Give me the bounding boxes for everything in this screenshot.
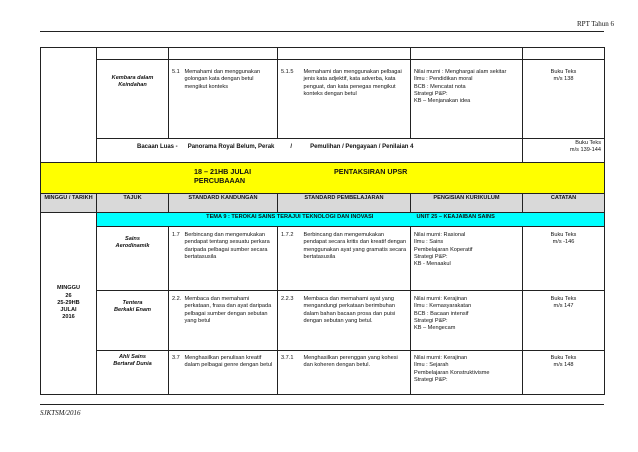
lesson-row-tentera-berkaki-enam <box>41 291 605 351</box>
sp-text: Memahami dan menggunakan pelbagai jenis kata adjektif, kata adverba, kata penguat, dan kata penegas mengikut konteks dengan betul <box>301 60 411 139</box>
catatan-cell: Buku Teks m/s -146 <box>523 227 605 291</box>
kd-text: Memahami dan menggunakan golongan kata dengan betul mengikut konteks <box>182 60 278 139</box>
bacaan-title: Panorama Royal Belum, Perak <box>187 144 275 150</box>
theme-cell <box>97 213 605 227</box>
kd-text: Menghasilkan penulisan kreatif dalam pelbagai genre dengan betul <box>182 351 278 395</box>
catatan-cell: Buku Teks m/s 148 <box>523 351 605 395</box>
header-minggu: MINGGU / TARIKH <box>41 194 97 213</box>
exam-title: PENTAKSIRAN UPSR <box>334 167 408 176</box>
sp-code: 3.7.1 <box>278 351 301 395</box>
lesson-row-sains-aerodinamik <box>41 227 605 291</box>
bacaan-luas-cell <box>97 139 523 163</box>
bacaan-luas-row <box>41 139 605 163</box>
lesson-plan-table <box>40 47 605 395</box>
header-catatan: CATATAN <box>523 194 605 213</box>
blank-strip-row <box>41 48 605 60</box>
sp-text: Berbincang dan mengemukakan pendapat secara kritis dan kreatif dengan menggunakan ayat yang gramatis secara bertatasusila <box>301 227 411 291</box>
exam-dates: 18 – 21HB JULAI <box>194 167 252 176</box>
theme-title: TEMA 9 : TEROKAI SAINS TERAJUI TEKNOLOGI DAN INOVASI <box>206 214 374 220</box>
header-standard-kandungan: STANDARD KANDUNGAN <box>169 194 278 213</box>
tajuk-cell: Sains Aerodinamik <box>97 227 169 291</box>
previous-week-cell <box>41 48 97 163</box>
sp-code: 5.1.5 <box>278 60 301 139</box>
kd-text: Membaca dan memahami perkataan, frasa dan ayat daripada pelbagai sumber dengan sebutan yang betul <box>182 291 278 351</box>
document-header: RPT Tahun 6 <box>577 20 614 28</box>
header-standard-pembelajaran: STANDARD PEMBELAJARAN <box>278 194 411 213</box>
kd-text: Berbincang dan mengemukakan pendapat tentang sesuatu perkara daripada pelbagai sumber secara bertatasusila <box>182 227 278 291</box>
kd-code: 3.7 <box>169 351 182 395</box>
sp-code: 2.2.3 <box>278 291 301 351</box>
header-tajuk: TAJUK <box>97 194 169 213</box>
pengisian-kurikulum-cell: Nilai murni: Kerajinan Ilmu : Kemasyarakatan BCB : Bacaan intensif Strategi P&P: KB – Mengecam <box>411 291 523 351</box>
theme-unit: UNIT 25 – KEAJAIBAN SAINS <box>416 214 495 220</box>
kd-code: 2.2. <box>169 291 182 351</box>
header-rule <box>40 31 604 32</box>
footer-rule <box>40 404 604 405</box>
catatan-cell: Buku Teks m/s 147 <box>523 291 605 351</box>
kd-code: 1.7 <box>169 227 182 291</box>
lesson-row-ahli-sains <box>41 351 605 395</box>
document-footer: SJKTSM/2016 <box>40 409 81 417</box>
bacaan-slash: / <box>290 144 293 150</box>
bacaan-catatan-cell: Buku Teks m/s 139-144 <box>523 139 605 163</box>
exam-subtitle: PERCUBAAAN <box>194 176 246 185</box>
exam-week-cell <box>41 163 605 194</box>
theme-row <box>41 213 605 227</box>
pengisian-kurikulum-cell: Nilai murni : Menghargai alam sekitar Ilmu : Pendidikan moral BCB : Mencatat nota Strategi P&P: KB – Menjanakan idea <box>411 60 523 139</box>
pengisian-kurikulum-cell: Nilai murni: Kerajinan Ilmu : Sejarah Pembelajaran Konstruktivisme Strategi P&P: <box>411 351 523 395</box>
catatan-cell: Buku Teks m/s 138 <box>523 60 605 139</box>
sp-text: Menghasilkan perenggan yang kohesi dan koheren dengan betul. <box>301 351 411 395</box>
week-cell: MINGGU 26 25-29HB JULAI 2016 <box>41 213 97 395</box>
sp-text: Membaca dan memahami ayat yang mengandungi perkataan berimbuhan dalam bahan bacaan prosa dan puisi dengan sebutan yang betul. <box>301 291 411 351</box>
bacaan-steps: Pemulihan / Pengayaan / Penilaian 4 <box>310 144 414 150</box>
tajuk-cell: Kembara dalam Keindahan <box>97 60 169 139</box>
sp-code: 1.7.2 <box>278 227 301 291</box>
pengisian-kurikulum-cell: Nilai murni: Rasional Ilmu : Sains Pembelajaran Koperatif Strategi P&P: KB - Menaakul <box>411 227 523 291</box>
column-header-row <box>41 194 605 213</box>
tajuk-cell: Ahli Sains Bertaraf Dunia <box>97 351 169 395</box>
lesson-row-kembara <box>41 60 605 139</box>
bacaan-label: Bacaan Luas - <box>137 144 178 150</box>
tajuk-cell: Tentera Berkaki Enam <box>97 291 169 351</box>
exam-week-row <box>41 163 605 194</box>
header-pengisian-kurikulum: PENGISIAN KURIKULUM <box>411 194 523 213</box>
kd-code: 5.1 <box>169 60 182 139</box>
